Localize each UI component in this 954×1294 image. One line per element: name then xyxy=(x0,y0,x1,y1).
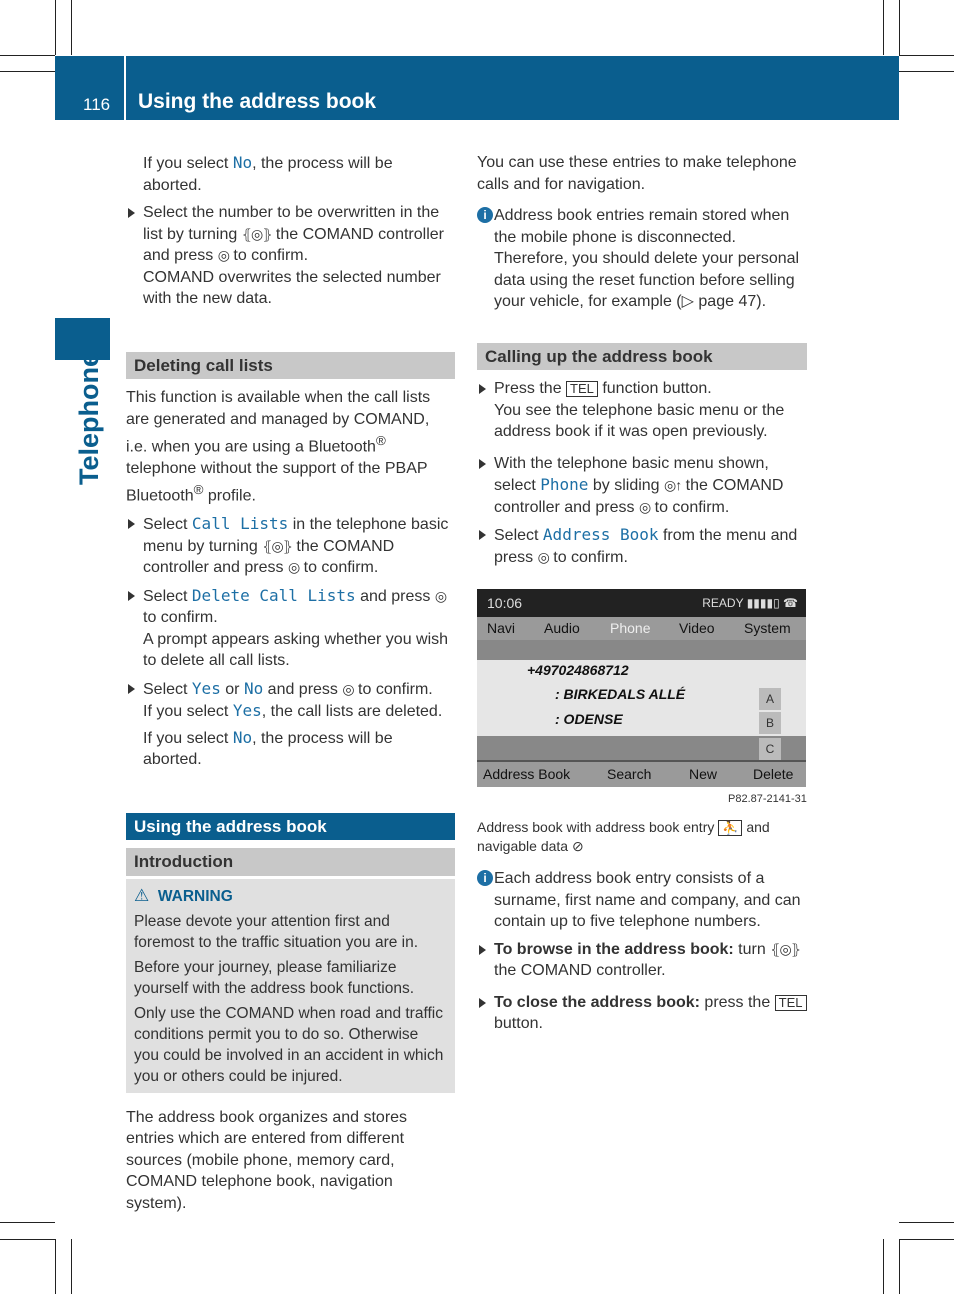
controller-turn-icon: ⦃◎⦄ xyxy=(770,940,800,957)
step-arrow-icon xyxy=(479,998,486,1008)
screen-entry-list xyxy=(477,640,806,760)
step-select-number: Select the number to be overwritten in the list by turning ⦃◎⦄ the COMAND controller and press ◎ to confirm. xyxy=(126,202,455,267)
no-note: If you select No, the process will be aborted. xyxy=(143,727,393,769)
step-arrow-icon xyxy=(128,208,135,218)
screen-time: 10:06 xyxy=(487,595,523,611)
controller-press-icon: ◎ xyxy=(287,559,300,576)
address-book-description: The address book organizes and stores entries which are entered from different sources (mobile phone, memory card, COMAND telephone book, navigation system). xyxy=(126,1108,408,1212)
warning-header: ⚠ WARNING xyxy=(134,885,233,905)
step-browse: To browse in the address book: turn ⦃◎⦄ the COMAND controller. xyxy=(477,939,807,982)
info-note-stored: i Address book entries remain stored when the mobile phone is disconnected. Therefore, you should delete your personal data using the reset function before selling your vehicle, for example (▷ page 47). xyxy=(477,205,807,313)
section-calling-up: Calling up the address book xyxy=(477,343,807,371)
controller-press-icon: ◎ xyxy=(342,680,354,697)
tel-note: You see the telephone basic menu or the address book if it was open previously. xyxy=(494,401,785,440)
step-select-address-book: Select Address Book from the menu and press ◎ to confirm. xyxy=(477,524,807,568)
warning-text-1: Please devote your attention first and foremost to the traffic situation you are in. xyxy=(134,912,419,951)
letter-c: C xyxy=(759,738,781,760)
menu-delete: Delete xyxy=(753,766,794,782)
figure-caption: Address book with address book entry ⛹ and navigable data ⊘ xyxy=(477,819,770,854)
page-title: Using the address book xyxy=(138,90,377,113)
tel-key-icon: TEL xyxy=(566,381,598,397)
left-column xyxy=(126,152,455,1214)
controller-turn-icon: ⦃◎⦄ xyxy=(262,537,292,554)
step-select-call-lists: Select Call Lists in the telephone basic menu by turning ⦃◎⦄ the COMAND controller and press ◎ to confirm. xyxy=(126,513,455,579)
screen-nav xyxy=(477,617,806,640)
section-using-address-book: Using the address book xyxy=(126,813,455,841)
section-deleting-call-lists: Deleting call lists xyxy=(126,352,455,380)
step-select-phone: With the telephone basic menu shown, select Phone by sliding ◎↑ the COMAND controller and press ◎ to confirm. xyxy=(477,453,807,519)
warning-box xyxy=(126,879,455,1093)
info-note-entry: i Each address book entry consists of a surname, first name and company, and can contain up to five telephone numbers. xyxy=(477,868,807,933)
prompt-note: A prompt appears asking whether you wish to delete all call lists. xyxy=(143,630,449,670)
side-tab-label-wrap xyxy=(64,351,112,490)
screen-footer-row xyxy=(477,736,806,760)
page-number: 116 xyxy=(83,95,111,114)
usage-paragraph: You can use these entries to make telephone calls and for navigation. xyxy=(477,154,797,193)
entry-street: : BIRKEDALS ALLÉ xyxy=(555,686,686,702)
right-column-lower xyxy=(477,818,807,1035)
step-press-tel: Press the TEL function button. xyxy=(477,378,807,400)
nav-phone: Phone xyxy=(610,620,651,636)
step-arrow-icon xyxy=(479,530,486,540)
controller-slide-icon: ◎↑ xyxy=(664,477,682,493)
info-icon: i xyxy=(477,870,493,886)
menu-address-book: Address Book xyxy=(483,766,571,782)
screen-status: READY ▮▮▮▮▯ ☎ xyxy=(702,596,798,610)
letter-b: B xyxy=(759,712,781,734)
screen-status-bar xyxy=(477,589,806,617)
letter-a: A xyxy=(759,688,781,710)
side-tab-label: Telephone xyxy=(74,351,104,485)
menu-new: New xyxy=(689,766,718,782)
step-arrow-icon xyxy=(128,591,135,601)
controller-press-icon: ◎ xyxy=(434,587,447,604)
info-icon: i xyxy=(477,207,493,223)
nav-system: System xyxy=(744,620,791,636)
screen-header-row xyxy=(477,640,806,660)
comand-screen xyxy=(477,589,806,787)
step-arrow-icon xyxy=(479,945,486,955)
person-icon: ⛹ xyxy=(718,820,742,836)
tel-key-icon: TEL xyxy=(775,995,807,1011)
yes-note: If you select Yes, the call lists are deleted. xyxy=(143,701,443,721)
step-arrow-icon xyxy=(128,684,135,694)
step-close: To close the address book: press the TEL button. xyxy=(477,992,807,1035)
controller-press-icon: ◎ xyxy=(638,498,651,515)
step-arrow-icon xyxy=(479,459,486,469)
nav-video: Video xyxy=(679,620,715,636)
step-arrow-icon xyxy=(128,519,135,529)
controller-turn-icon: ⦃◎⦄ xyxy=(241,225,272,242)
entry-city: : ODENSE xyxy=(555,711,623,727)
intro-paragraph: This function is available when the call lists are generated and managed by COMAND, i.e. when you are using a Bluetooth® telephone without the support of the PBAP Bluetooth® profile. xyxy=(126,389,431,505)
abort-note: If you select No, the process will be aborted. xyxy=(143,153,393,194)
warning-text-3: Only use the COMAND when road and traffic conditions permit you to do so. Otherwise you could be involved in an accident in which you or others could be injured. xyxy=(134,1004,444,1085)
controller-press-icon: ◎ xyxy=(217,247,229,263)
overwrite-note: COMAND overwrites the selected number with the new data. xyxy=(143,268,441,307)
step-arrow-icon xyxy=(479,384,486,394)
screen-bottom-menu xyxy=(477,762,806,787)
menu-search: Search xyxy=(607,766,652,782)
right-column xyxy=(477,152,807,568)
figure-code: P82.87-2141-31 xyxy=(728,793,807,805)
warning-icon: ⚠ xyxy=(134,885,150,905)
section-introduction: Introduction xyxy=(126,848,455,876)
step-delete-call-lists: Select Delete Call Lists and press ◎ to confirm. xyxy=(126,585,455,629)
nav-navi: Navi xyxy=(487,620,516,636)
controller-press-icon: ◎ xyxy=(537,548,549,565)
navigable-icon: ⊘ xyxy=(571,838,584,854)
step-yes-no: Select Yes or No and press ◎ to confirm. xyxy=(126,678,455,701)
warning-text-2: Before your journey, please familiarize yourself with the address book functions. xyxy=(134,958,415,997)
nav-audio: Audio xyxy=(544,620,580,636)
entry-number: +497024868712 xyxy=(527,662,629,678)
header-divider xyxy=(124,56,126,120)
